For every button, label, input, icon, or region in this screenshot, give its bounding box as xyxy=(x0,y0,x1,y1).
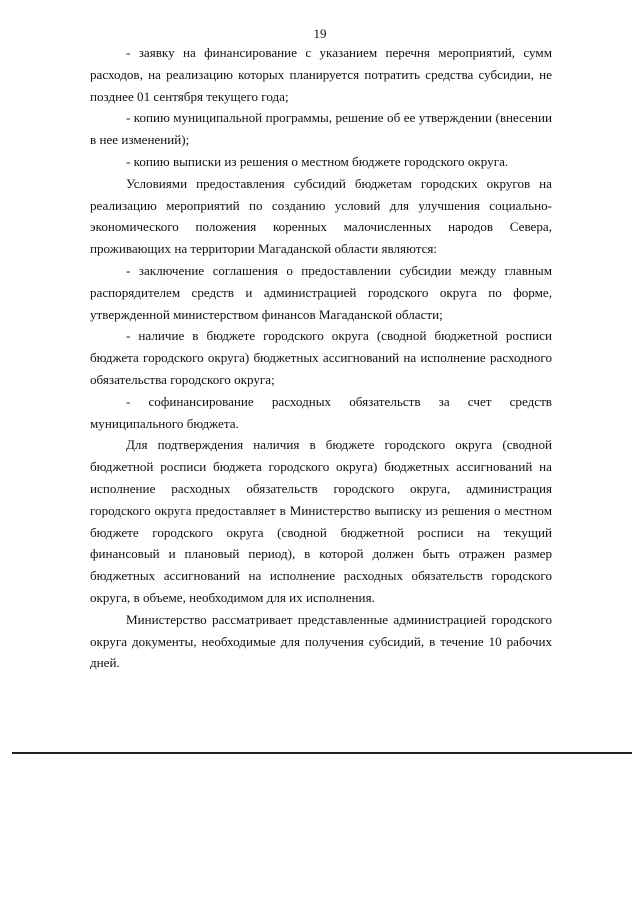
list-item-budget-allocations: - наличие в бюджете городского округа (сводной бюджетной росписи бюджета городского округа) бюджетных ассигнований на исполнение расходного обязательства городского округа; xyxy=(90,328,552,387)
list-item-application: - заявку на финансирование с указанием перечня мероприятий, сумм расходов, на реализацию которых планируется потратить средства субсидии, не позднее 01 сентября текущего года; xyxy=(90,45,552,104)
paragraph-confirmation: Для подтверждения наличия в бюджете городского округа (сводной бюджетной росписи бюджета городского округа) бюджетных ассигнований на исполнение расходных обязательств городского округа, администрация городского округа предоставляет в Министерство выписку из решения о местном бюджете городского округа (сводной бюджетной росписи на текущий финансовый и плановый период), в которой должен быть отражен размер бюджетных ассигнований на исполнение расходных обязательств городского округа, в объеме, необходимом для их исполнения. xyxy=(90,437,552,605)
page-number: 19 xyxy=(313,26,327,41)
list-item-agreement: - заключение соглашения о предоставлении субсидии между главным распорядителем средств и администрацией городского округа по форме, утвержденной министерством финансов Магаданской области; xyxy=(90,262,552,322)
list-item-budget-extract: - копию выписки из решения о местном бюджете городского округа. xyxy=(126,153,509,169)
paragraph-conditions: Условиями предоставления субсидий бюджетам городских округов на реализацию мероприятий по созданию условий для улучшения социально-экономического положения коренных малочисленных народов Севера, проживающих на территории Магаданской области являются: xyxy=(90,175,552,257)
list-item-cofinancing: - софинансирование расходных обязательств за счет средств муниципального бюджета. xyxy=(90,393,552,431)
paragraph-ministry-review: Министерство рассматривает представленные администрацией городского округа документы, необходимые для получения субсидий, в течение 10 рабочих дней. xyxy=(90,611,552,671)
list-item-program-copy: - копию муниципальной программы, решение об ее утверждении (внесении в нее изменений); xyxy=(90,110,552,148)
document-body xyxy=(90,42,552,674)
horizontal-rule xyxy=(12,752,632,754)
